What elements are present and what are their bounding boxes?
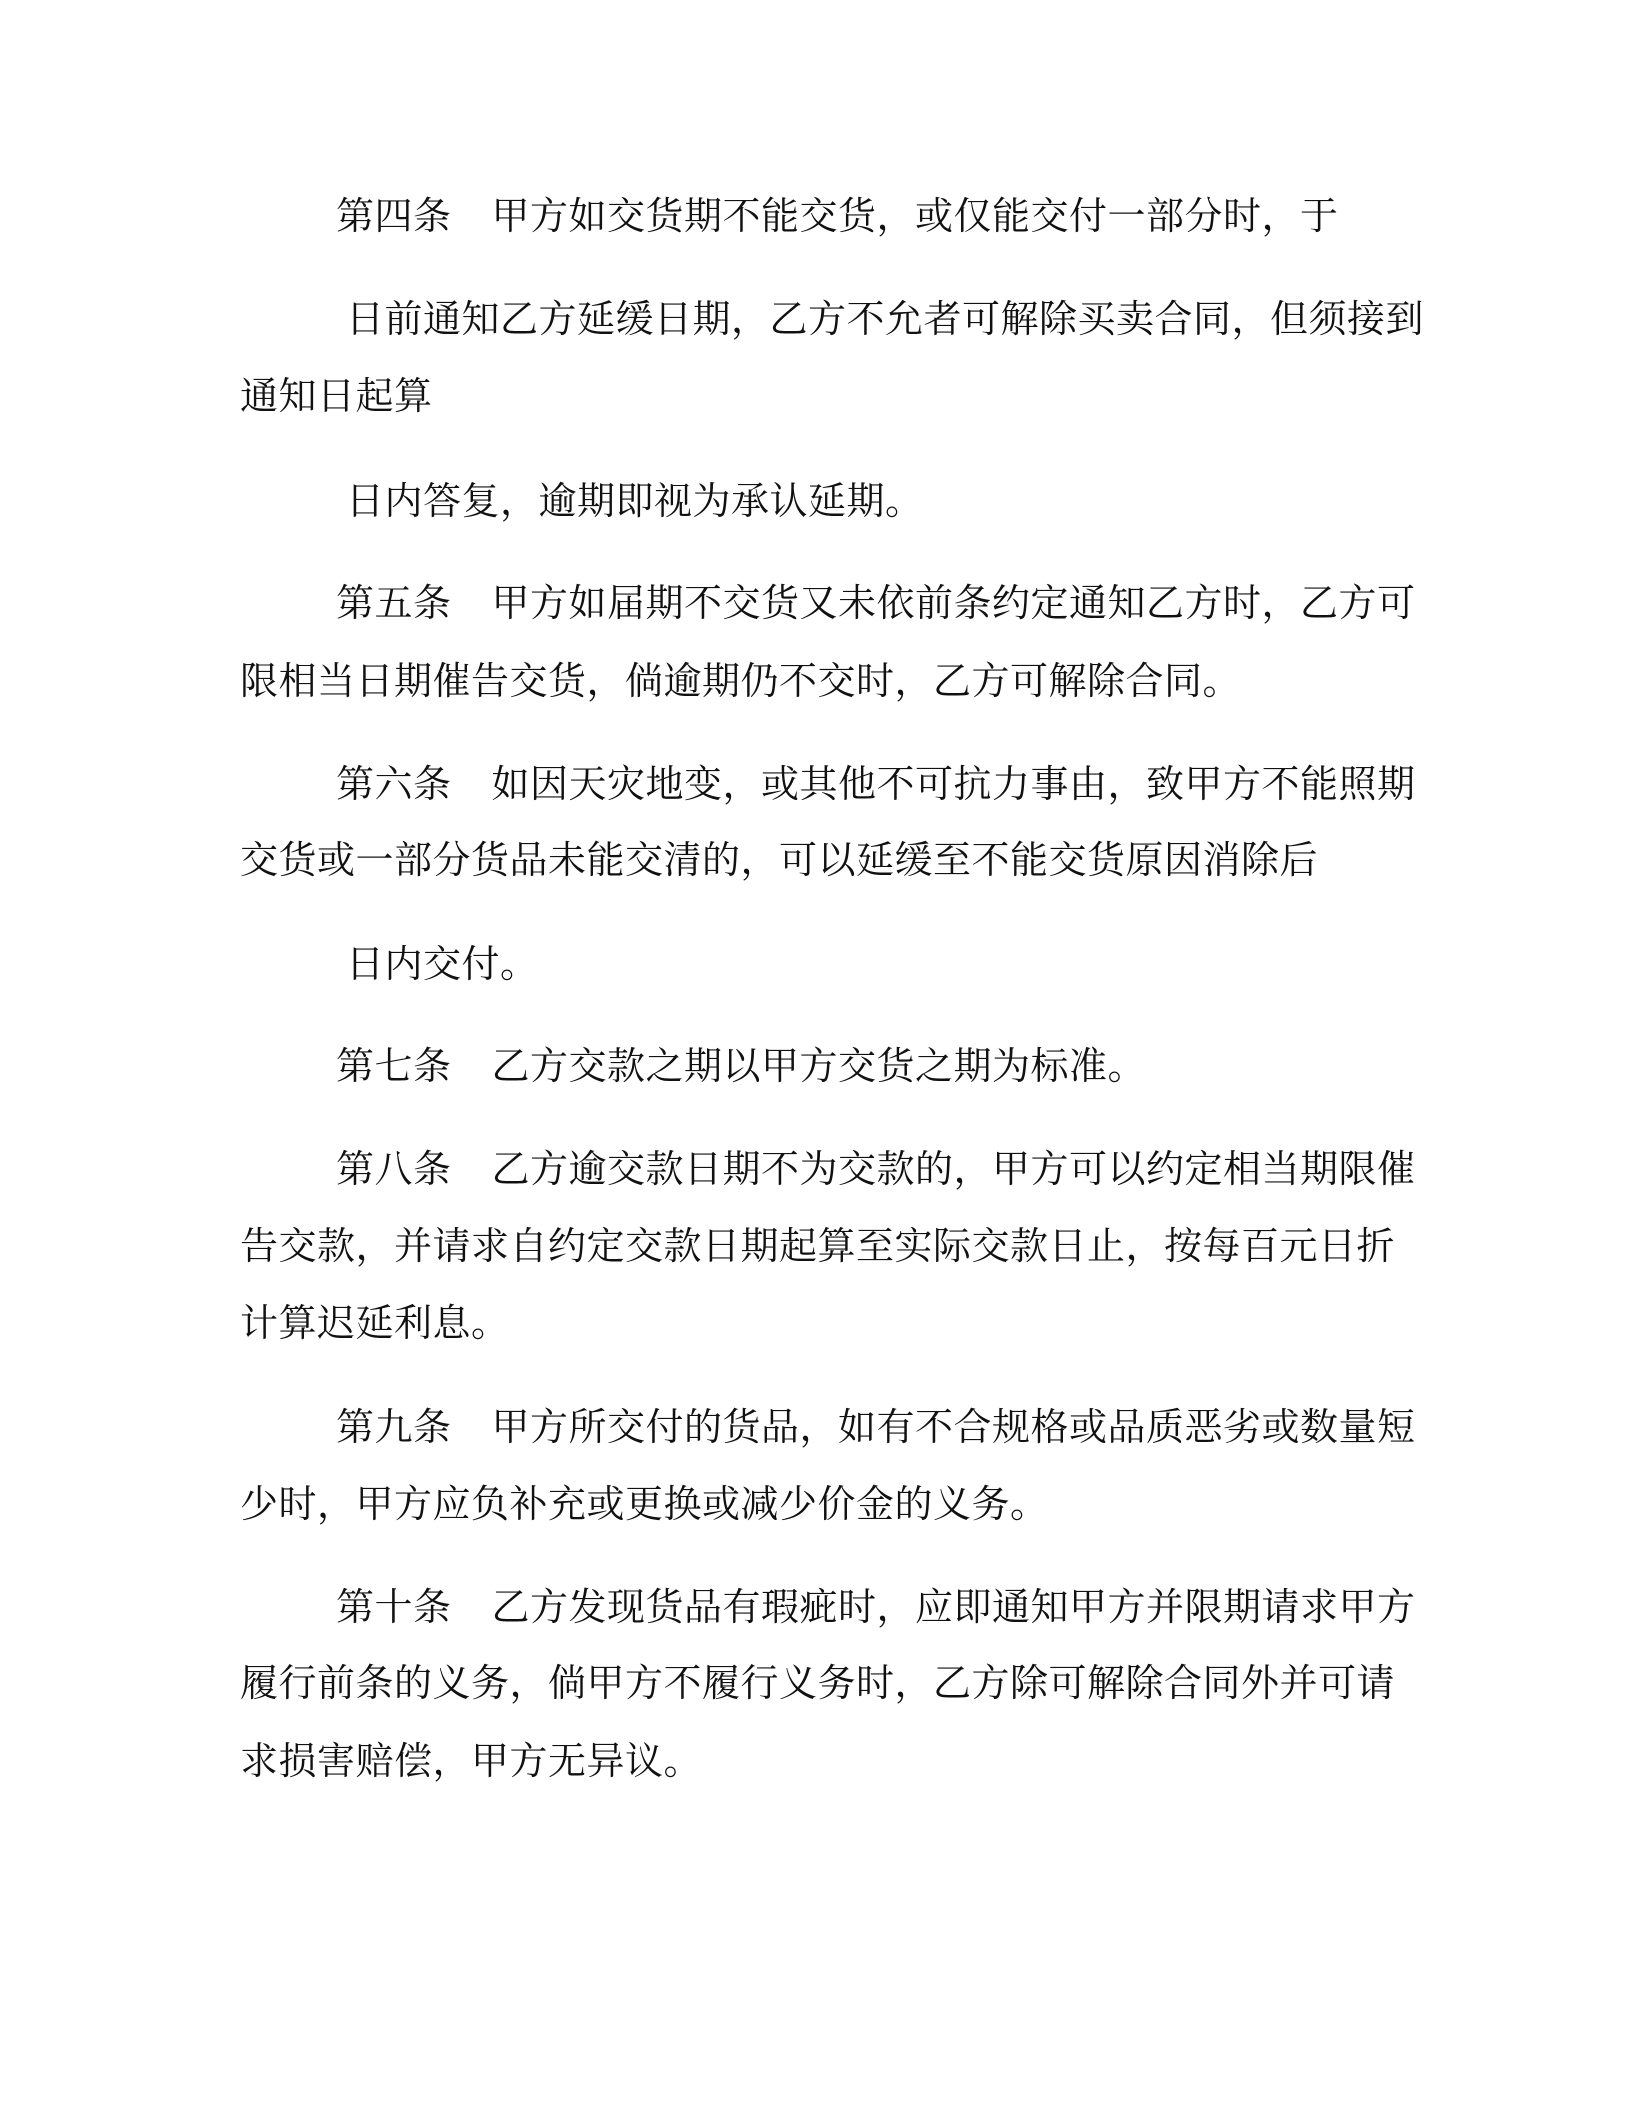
article-9-number: 第九条 — [336, 1405, 452, 1449]
article-9-line-2: 少时，甲方应负补充或更换或减少价金的义务。 — [240, 1482, 1049, 1526]
article-6-number: 第六条 — [336, 762, 452, 806]
article-4-text-1: 甲方如交货期不能交货，或仅能交付一部分时，于 — [491, 194, 1339, 238]
article-10-line-3: 求损害赔偿，甲方无异议。 — [240, 1739, 703, 1783]
article-5-text-1: 甲方如届期不交货又未依前条约定通知乙方时，乙方可 — [491, 581, 1416, 625]
article-4-line-2: 日前通知乙方延缓日期，乙方不允者可解除买卖合同，但须接到 — [346, 297, 1425, 341]
article-4-line-4: 日内答复，逾期即视为承认延期。 — [346, 479, 924, 523]
article-8-line-2: 告交款，并请求自约定交款日期起算至实际交款日止，按每百元日折 — [240, 1224, 1396, 1268]
article-8-text-1: 乙方逾交款日期不为交款的，甲方可以约定相当期限催 — [491, 1147, 1416, 1191]
article-7-text-1: 乙方交款之期以甲方交货之期为标准。 — [491, 1044, 1147, 1088]
article-6-line-2: 交货或一部分货品未能交清的，可以延缓至不能交货原因消除后 — [240, 838, 1319, 882]
article-10-number: 第十条 — [336, 1585, 452, 1629]
article-8-number: 第八条 — [336, 1147, 452, 1191]
article-5-line-2: 限相当日期催告交货，倘逾期仍不交时，乙方可解除合同。 — [240, 659, 1242, 703]
article-10-line-2: 履行前条的义务，倘甲方不履行义务时，乙方除可解除合同外并可请 — [240, 1661, 1396, 1705]
article-8-first-line — [336, 1147, 1416, 1191]
article-4-number: 第四条 — [336, 194, 452, 238]
article-5-number: 第五条 — [336, 581, 452, 625]
article-9-text-1: 甲方所交付的货品，如有不合规格或品质恶劣或数量短 — [491, 1405, 1416, 1449]
article-7-number: 第七条 — [336, 1044, 452, 1088]
article-9-first-line — [336, 1405, 1416, 1449]
article-6-first-line — [336, 762, 1416, 806]
article-4-line-3: 通知日起算 — [240, 374, 433, 418]
article-10-first-line — [336, 1585, 1416, 1629]
article-4-first-line — [336, 194, 1339, 238]
article-7-first-line — [336, 1044, 1147, 1088]
article-10-text-1: 乙方发现货品有瑕疵时，应即通知甲方并限期请求甲方 — [491, 1585, 1416, 1629]
article-5-first-line — [336, 581, 1416, 625]
article-6-text-1: 如因天灾地变，或其他不可抗力事由，致甲方不能照期 — [491, 762, 1416, 806]
article-8-line-3: 计算迟延利息。 — [240, 1301, 510, 1345]
article-6-line-3: 日内交付。 — [346, 942, 539, 986]
